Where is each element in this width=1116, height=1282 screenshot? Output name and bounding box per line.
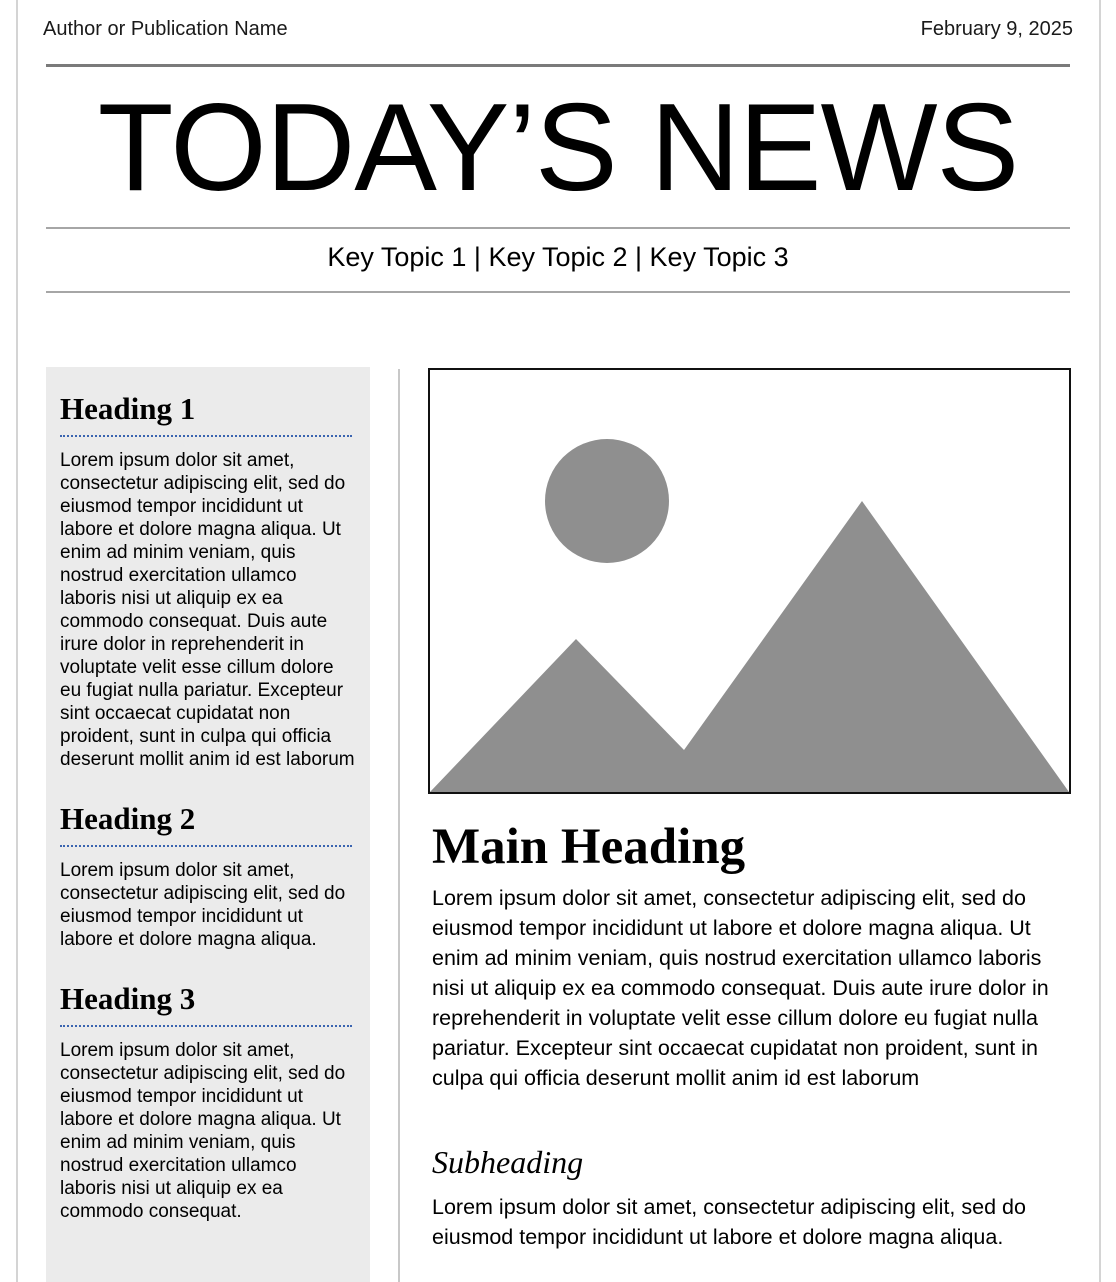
page-edge-left — [16, 0, 18, 1282]
main-article-body: Lorem ipsum dolor sit amet, consectetur adipiscing elit, sed do eiusmod tempor incididunt ut labore et dolore magna aliqua. Ut enim ad minim veniam, quis nostrud exercitation ullamco laboris nisi ut aliquip ex ea commodo consequat. Duis aute irure dolor in reprehenderit in voluptate velit esse cillum dolore eu fugiat nulla pariatur. Excepteur sint occaecat cupidatat non proident, sunt in culpa qui officia deserunt mollit anim id est laborum — [432, 886, 1049, 1090]
key-topics: Key Topic 1 | Key Topic 2 | Key Topic 3 — [327, 242, 789, 272]
subheading-body: Lorem ipsum dolor sit amet, consectetur adipiscing elit, sed do eiusmod tempor incididunt ut labore et dolore magna aliqua. — [432, 1195, 1026, 1249]
sidebar-heading-1: Heading 1 — [60, 391, 196, 426]
sidebar-section-1 — [60, 389, 356, 771]
dotted-divider — [60, 435, 352, 437]
sidebar-body-3: Lorem ipsum dolor sit amet, consectetur adipiscing elit, sed do eiusmod tempor incididunt ut labore et dolore magna aliqua. Ut enim ad minim veniam, quis nostrud exercitation ullamco laboris nisi ut aliquip ex ea commodo consequat. — [60, 1040, 346, 1222]
dotted-divider — [60, 845, 352, 847]
hero-image-placeholder[interactable] — [428, 368, 1071, 794]
header-rule — [46, 64, 1070, 67]
sidebar-heading-2: Heading 2 — [60, 801, 196, 836]
mountains-shape — [430, 501, 1069, 792]
sidebar-body-1: Lorem ipsum dolor sit amet, consectetur adipiscing elit, sed do eiusmod tempor incididunt ut labore et dolore magna aliqua. Ut enim ad minim veniam, quis nostrud exercitation ullamco laboris nisi ut aliquip ex ea commodo consequat. Duis aute irure dolor in reprehenderit in voluptate velit esse cillum dolore eu fugiat nulla pariatur. Excepteur sint occaecat cupidatat non proident, sunt in culpa qui officia deserunt mollit anim id est laborum — [60, 450, 355, 770]
dotted-divider — [60, 1025, 352, 1027]
sidebar-section-3 — [60, 979, 356, 1223]
masthead-title: TODAY’S NEWS — [97, 79, 1019, 217]
sidebar — [46, 367, 370, 1282]
topics-bottom-rule — [46, 291, 1070, 293]
sidebar-section-2 — [60, 799, 356, 951]
image-placeholder-icon — [430, 370, 1069, 792]
main-heading: Main Heading — [432, 819, 746, 875]
author-name: Author or Publication Name — [43, 18, 288, 40]
column-divider — [398, 369, 400, 1282]
sidebar-heading-3: Heading 3 — [60, 981, 196, 1016]
subheading: Subheading — [432, 1144, 584, 1180]
sun-shape — [545, 439, 669, 563]
sidebar-body-2: Lorem ipsum dolor sit amet, consectetur adipiscing elit, sed do eiusmod tempor incididunt ut labore et dolore magna aliqua. — [60, 860, 346, 950]
masthead-bottom-rule — [46, 227, 1070, 229]
publication-date: February 9, 2025 — [920, 18, 1073, 40]
page-edge-right — [1099, 0, 1101, 1282]
